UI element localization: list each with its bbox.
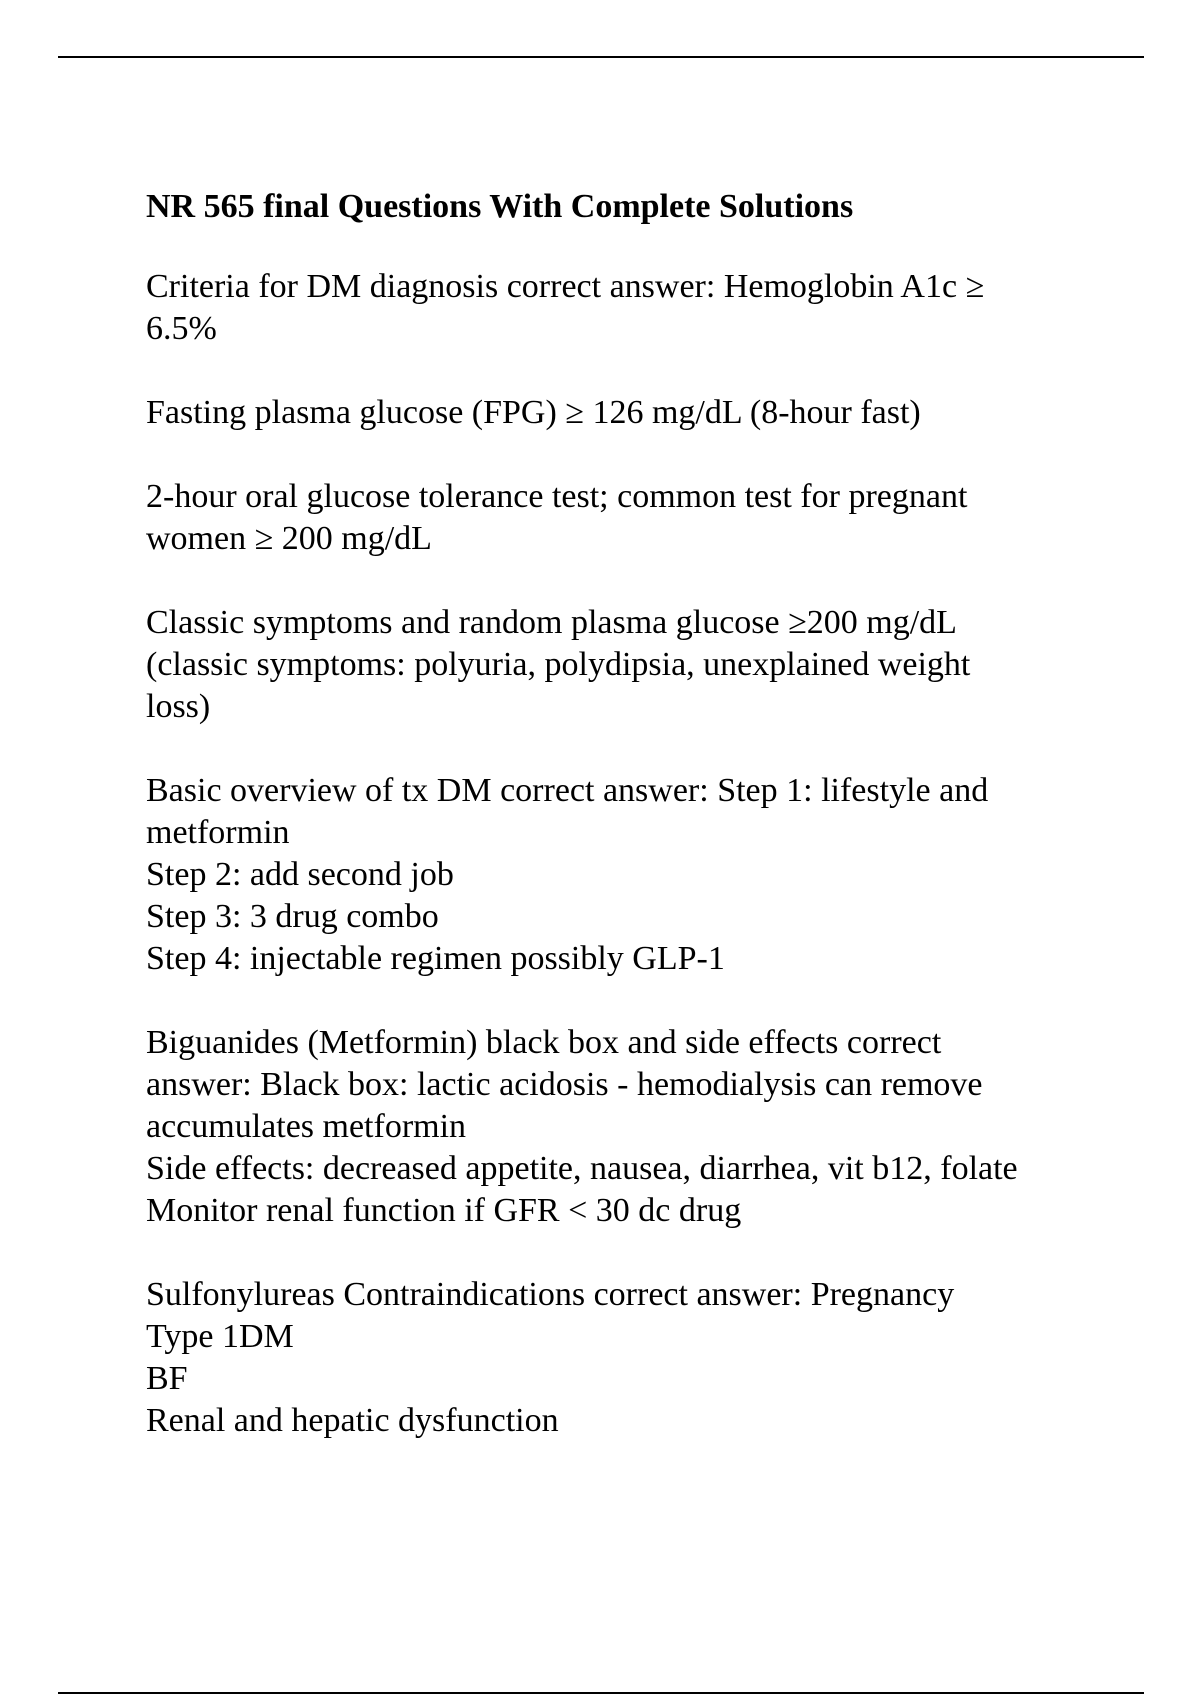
text-line: Basic overview of tx DM correct answer: Step 1: lifestyle and xyxy=(146,772,989,809)
text-line: (classic symptoms: polyuria, polydipsia, unexplained weight xyxy=(146,646,971,683)
paragraph-ogtt xyxy=(146,476,1086,560)
text-line: Side effects: decreased appetite, nausea, diarrhea, vit b12, folate xyxy=(146,1150,1018,1187)
text-line: Step 4: injectable regimen possibly GLP-1 xyxy=(146,940,725,977)
paragraph-dm-criteria xyxy=(146,266,1086,350)
text-line: women ≥ 200 mg/dL xyxy=(146,520,432,557)
text-line: metformin xyxy=(146,814,290,851)
text-line: Classic symptoms and random plasma glucose ≥200 mg/dL xyxy=(146,604,957,641)
document-body xyxy=(146,186,1086,1484)
paragraph-tx-overview xyxy=(146,770,1086,980)
text-line: Sulfonylureas Contraindications correct answer: Pregnancy xyxy=(146,1276,955,1313)
text-line: answer: Black box: lactic acidosis - hemodialysis can remove xyxy=(146,1066,983,1103)
text-line: loss) xyxy=(146,688,211,725)
paragraph-biguanides xyxy=(146,1022,1086,1232)
text-line: Step 2: add second job xyxy=(146,856,454,893)
text-line: 6.5% xyxy=(146,310,217,347)
text-line: Fasting plasma glucose (FPG) ≥ 126 mg/dL (8-hour fast) xyxy=(146,394,921,431)
text-line: Monitor renal function if GFR < 30 dc drug xyxy=(146,1192,742,1229)
text-line: Type 1DM xyxy=(146,1318,294,1355)
paragraph-sulfonylureas xyxy=(146,1274,1086,1442)
header-rule xyxy=(58,56,1144,58)
text-line: 2-hour oral glucose tolerance test; common test for pregnant xyxy=(146,478,968,515)
text-line: Renal and hepatic dysfunction xyxy=(146,1402,559,1439)
text-line: BF xyxy=(146,1360,188,1397)
document-title: NR 565 final Questions With Complete Solutions xyxy=(146,188,854,225)
footer-rule xyxy=(58,1692,1144,1694)
text-line: Step 3: 3 drug combo xyxy=(146,898,439,935)
paragraph-fpg xyxy=(146,392,1086,434)
text-line: Criteria for DM diagnosis correct answer: Hemoglobin A1c ≥ xyxy=(146,268,985,305)
paragraph-classic-symptoms xyxy=(146,602,1086,728)
text-line: accumulates metformin xyxy=(146,1108,467,1145)
text-line: Biguanides (Metformin) black box and side effects correct xyxy=(146,1024,942,1061)
